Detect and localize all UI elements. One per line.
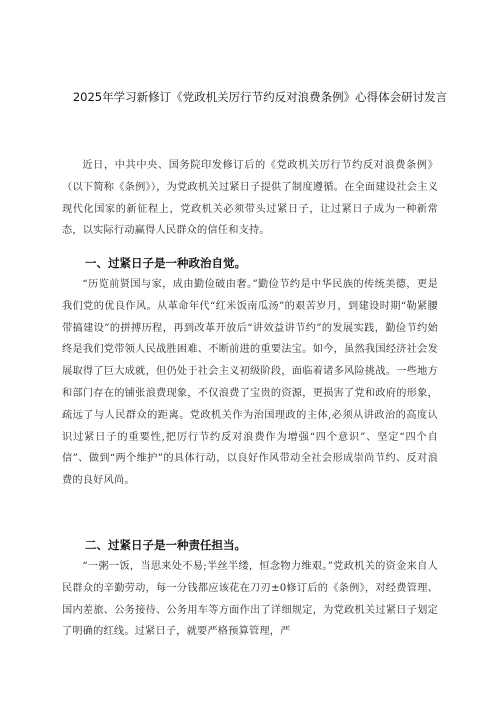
section-2-heading: 二、过紧日子是一种责任担当。 <box>85 538 246 552</box>
section-1-paragraph: “历览前贤国与家，成由勤俭破由奢。”勤俭节约是中华民族的传统美德，更是我们党的优良作风。从革命年代“红米饭南瓜汤”的艰苦岁月，到建设时期“勒紧腰带搞建设”的拼搏历程，再到改革开放后“讲效益讲节约”的发展实践，勤俭节约始终是我们党带领人民战胜困难、不断前进的重要法宝。如今，虽然我国经济社会发展取得了巨大成就，但仍处于社会主义初级阶段，面临着诸多风险挑战。一些地方和部门存在的铺张浪费现象，不仅浪费了宝贵的资源，更损害了党和政府的形象，疏远了与人民群众的距离。党政机关作为治国理政的主体,必须从讲政治的高度认识过紧日子的重要性,把厉行节约反对浪费作为增强“四个意识”、坚定“四个自信”、做到“两个维护”的具体行动，以良好作风带动全社会形成崇尚节约、反对浪费的良好风尚。 <box>62 279 438 487</box>
document-title: 2025年学习新修订《党政机关厉行节约反对浪费条例》心得体会研讨发言 <box>72 90 448 104</box>
intro-paragraph: 近日，中共中央、国务院印发修订后的《党政机关厉行节约反对浪费条例》（以下简称《条例》），为党政机关过紧日子提供了制度遵循。在全面建设社会主义现代化国家的新征程上，党政机关必须带头过紧日子，让过紧日子成为一种新常态，以实际行动赢得人民群众的信任和支持。 <box>62 160 438 237</box>
section-2-paragraph: “一粥一饭，当思来处不易;半丝半缕，恒念物力维艰。”党政机关的资金来自人民群众的辛勤劳动，每一分钱都应该花在刀刃±0修订后的《条例》，对经费管理、国内差旅、公务接待、公务用车等方面作出了详细规定，为党政机关过紧日子划定了明确的红线。过紧日子，就要严格预算管理，严 <box>62 561 438 638</box>
section-1-heading: 一、过紧日子是一种政治自觉。 <box>85 256 246 270</box>
intro-section <box>62 155 438 242</box>
section-2 <box>62 534 438 643</box>
section-1 <box>62 252 438 492</box>
